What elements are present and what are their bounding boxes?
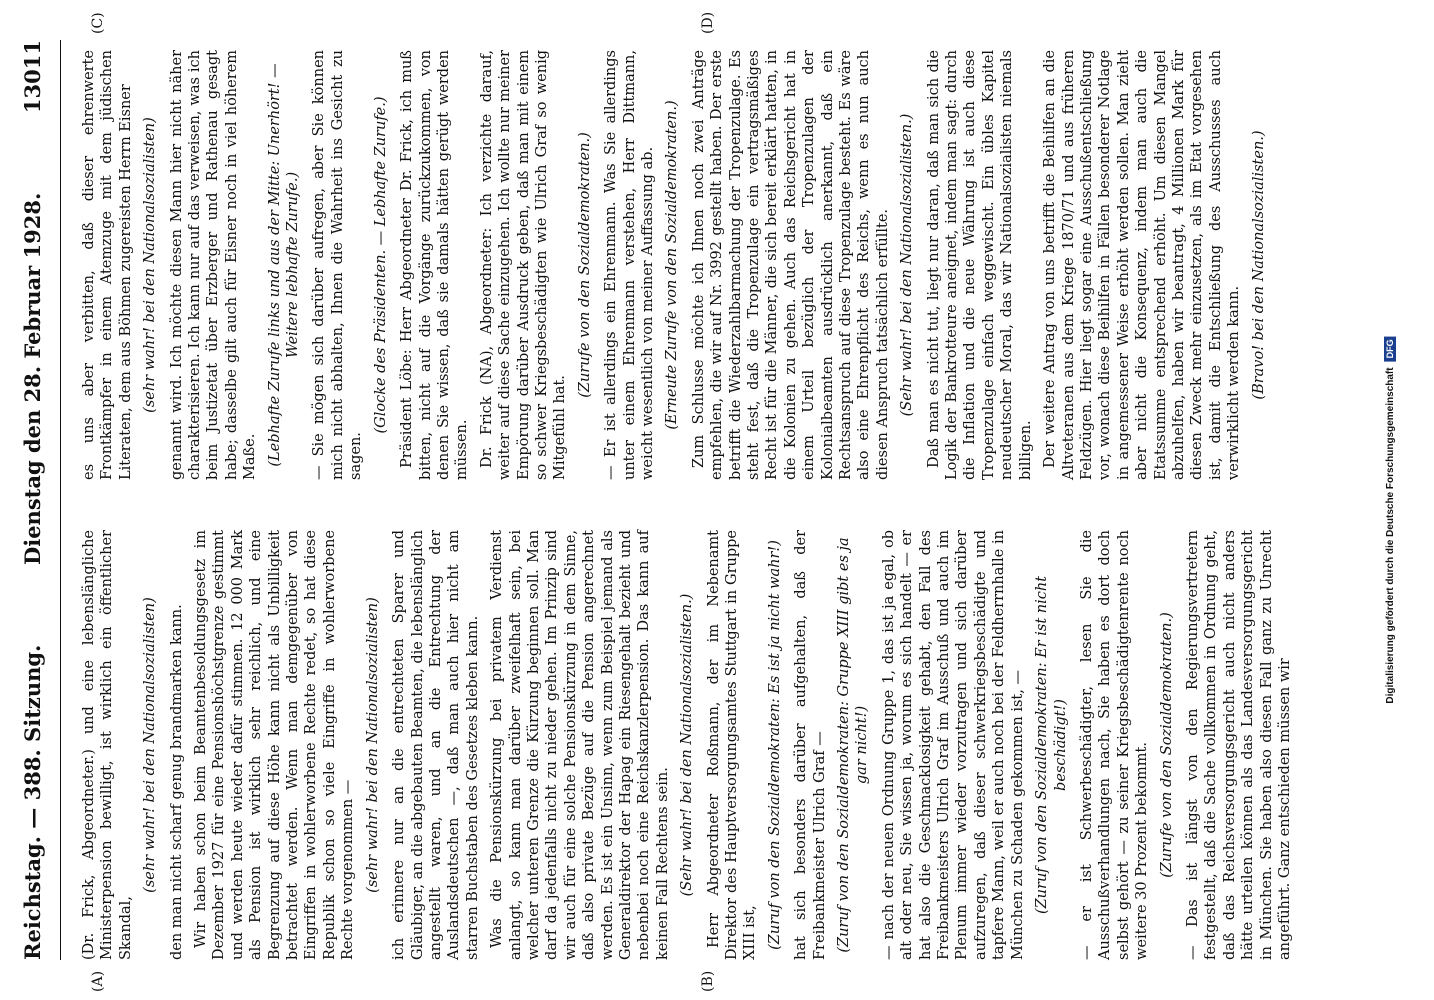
interjection: (Glocke des Präsidenten. — Lebhafte Zurufe.): [372, 96, 389, 434]
paragraph: den man nicht scharf genug brandmarken kann.: [168, 604, 185, 960]
paragraph: (Dr. Frick, Abgeordneter.) und eine lebenslängliche Ministerpension bewilligt, ist wirklich ein öffentlicher Skandal,: [81, 530, 134, 960]
interjection: (Zuruf von den Sozialdemokraten: Gruppe XIII gibt es ja gar nicht!): [836, 537, 871, 953]
interjection: (Sehr wahr! bei den Nationalsozialisten.): [899, 113, 916, 417]
paragraph: — er ist Schwerbeschädigter, lesen Sie die Ausschußverhandlungen nach, Sie haben es dort doch selbst gehört — zu seiner Kriegsbeschädigtenrente noch weitere 30 Prozent bekommt.: [1078, 530, 1151, 960]
digitization-credit: [1384, 336, 1396, 703]
interjection: (sehr wahr! bei den Nationalsozialisten): [142, 597, 159, 893]
margin-marker-d: (D): [700, 11, 716, 34]
paragraph: Der weitere Antrag von uns betrifft die Beihilfen an die Altveteranen aus dem Kriege 1870/71 und aus früheren Feldzügen. Hier liegt sogar eine Ausschußentschließung vor, wonach diese Beihilfen in Fällen besonderer Notlage in angemessener Weise erhöht werden sollen. Man zieht aber nicht die Konsequenz, indem man auch die Etatssumme entsprechend erhöht. Um diesen Mangel abzuhelfen, haben wir beantragt, 4 Millionen Mark für diesen Zweck mehr einzusetzen, als im Etat vorgesehen ist, damit die Entschließung des Ausschusses auch verwirklicht werden kann.: [1042, 50, 1243, 480]
interjection: (Lebhafte Zurufe links und aus der Mitte: Unerhört! — Weitere lebhafte Zurufe.): [266, 63, 302, 467]
paragraph: Zum Schlusse möchte ich Ihnen noch zwei Anträge empfehlen, die wir auf Nr. 3992 gestellt haben. Der erste betrifft die Wiederzahlbarmachung der Tropenzulage. Es steht fest, daß die Tropenzulage ein vertragsmäßiges Recht ist für die Männer, die sich bereit erklärt hatten, in die Kolonien zu gehen. Auch das Reichsgericht hat in einem Urteil bezüglich der Tropenzulagen der Kolonialbeamten ausdrücklich anerkannt, daß ein Rechtsanspruch auf diese Tropenzulage besteht. Es wäre also eine Ehrenpflicht des Reichs, wenn es nun auch diesen Anspruch tatsächlich erfüllte.: [690, 50, 891, 480]
page-number: 13011: [20, 40, 45, 114]
paragraph: Präsident Löbe: Herr Abgeordneter Dr. Frick, ich muß bitten, nicht auf die Vorgänge zurückzukommen, von denen Sie wissen, daß sie damals hätten gerügt werden müssen.: [399, 50, 471, 480]
interjection: (Erneute Zurufe von den Sozialdemokraten.): [664, 100, 681, 430]
paragraph: hat sich besonders darüber aufgehalten, daß der Freibankmeister Ulrich Graf —: [793, 530, 828, 960]
margin-marker-c: (C): [90, 12, 106, 34]
interjection: (Zuruf von den Sozialdemokraten: Er ist nicht beschädigt!): [1034, 575, 1069, 915]
paragraph: Herr Abgeordneter Roßmann, der im Nebenamt Direktor des Hauptversorgungsamtes Stuttgart in Gruppe XIII ist,: [705, 530, 759, 960]
paragraph: Wir haben schon beim Beamtenbesoldungsgesetz im Dezember 1927 für eine Pensionshöchstgrenze gestimmt und werden heute wieder dafür stimmen. 12 000 Mark als Pension ist wirklich sehr reichlich, und eine Begrenzung auf diese Höhe kann nicht als Unbilligkeit betrachtet werden. Wenn man demgegenüber von Eingriffen in wohlerworbene Rechte redet, so hat diese Republik schon so viele Eingriffe in wohlerworbene Rechte vorgenommen —: [193, 530, 357, 960]
interjection: (Sehr wahr! bei den Nationalsozialisten.): [679, 593, 696, 897]
page-header: [20, 40, 61, 960]
header-date: Dienstag den 28. Februar 1928.: [20, 192, 45, 565]
paragraph: — Er ist allerdings ein Ehrenmann. Was Sie allerdings unter einem Ehrenmann verstehen, Herr Dittmann, weicht wesentlich von meiner Auffassung ab.: [603, 50, 656, 480]
paragraph: es uns aber verbitten, daß dieser ehrenwerte Frontkämpfer in einem Atemzuge mit dem jüdischen Literaten, dem aus Böhmen zugereisten Herrn Eisner: [81, 50, 134, 480]
paragraph: ich erinnere nur an die entrechteten Sparer und Gläubiger, an die abgebauten Beamten, die lebenslänglich angestellt waren, und an die Entrechtung der Auslandsdeutschen —, daß man auch hier nicht am starren Buchstaben des Gesetzes kleben kann.: [391, 530, 481, 960]
paragraph: — Das ist längst von den Regierungsvertretern festgestellt, daß die Sache vollkommen in Ordnung geht, daß das Reichsversorgungsgericht auch nicht anders hätte urteilen können als das Landesversorgungsgericht in München. Sie haben also diesen Fall ganz zu Unrecht angeführt. Ganz entschieden müssen wir: [1184, 530, 1293, 960]
interjection: (sehr wahr! bei den Nationalsozialisten): [142, 117, 159, 413]
header-left: Reichstag. — 388. Sitzung.: [20, 644, 45, 960]
paragraph: Was die Pensionskürzung bei privatem Verdienst anlangt, so kann man darüber zweifelhaft sein, bei welcher unteren Grenze die Kürzung beginnen soll. Man darf da jedenfalls nicht zu nieder gehen. Im Prinzip sind wir auch für eine solche Pensionskürzung in dem Sinne, daß also private Bezüge auf die Pension angerechnet werden. Es ist ein Unsinn, wenn zum Beispiel jemand als Generaldirektor der Hapag ein Riesengehalt bezieht und nebenbei noch eine Reichskanzlerpension. Das kann auf keinen Fall Rechtens sein.: [489, 530, 671, 960]
paragraph: — Sie mögen sich darüber aufregen, aber Sie können mich nicht abhalten, Ihnen die Wahrheit ins Gesicht zu sagen.: [311, 50, 365, 480]
credit-text: Digitalisierung gefördert durch die Deutsche Forschungsgemeinschaft: [1384, 367, 1396, 704]
margin-marker-a: (A): [90, 970, 106, 992]
interjection: (Bravo! bei den Nationalsozialisten.): [1250, 130, 1267, 400]
paragraph: Dr. Frick (NA), Abgeordneter: Ich verzichte darauf, weiter auf diese Sache einzugehen. Ich wollte nur meiner Empörung darüber Ausdruck geben, daß man mit einem so schwer Kriegsbeschädigten wie Ulrich Graf so wenig Mitgefühl hat.: [478, 50, 569, 480]
right-text-column: [80, 50, 1276, 480]
interjection: (sehr wahr! bei den Nationalsozialisten): [364, 597, 381, 893]
paragraph: — nach der neuen Ordnung Gruppe 1, das ist ja egal, ob alt oder neu, Sie wissen ja, worum es sich handelt — er hat also die Geschmacklosigkeit gehabt, den Fall des Freibankmeisters Ulrich Graf im Ausschuß und auch im Plenum immer wieder vorzutragen und sich darüber aufzuregen, daß dieser schwerkriegsbeschädigte und tapfere Mann, weil er auch noch bei der Feldherrnhalle in München zu Schaden gekommen ist, —: [880, 530, 1026, 960]
interjection: (Zurufe von den Sozialdemokraten.): [1158, 612, 1175, 878]
paragraph: genannt wird. Ich möchte diesen Mann hier nicht näher charakterisieren. Ich kann nur auf das verweisen, was ich beim Justizetat über Erzberger und Rathenau gesagt habe; dasselbe gilt auch für Eisner noch in viel höherem Maße.: [168, 50, 259, 480]
paragraph: Daß man es nicht tut, liegt nur daran, daß man sich die Logik der Bankrotteure aneignet, indem man sagt: durch die Inflation und die neue Währung ist auch diese Tropenzulage einfach weggewischt. Ein übles Kapitel neudeutscher Moral, das wir Nationalsozialisten niemals billigen.: [925, 50, 1034, 480]
margin-marker-b: (B): [700, 970, 716, 992]
interjection: (Zurufe von den Sozialdemokraten.): [576, 132, 593, 398]
interjection: (Zuruf von den Sozialdemokraten: Es ist ja nicht wahr!): [766, 540, 783, 950]
left-text-column: [80, 530, 1300, 960]
dfg-logo: DFG: [1384, 336, 1396, 361]
